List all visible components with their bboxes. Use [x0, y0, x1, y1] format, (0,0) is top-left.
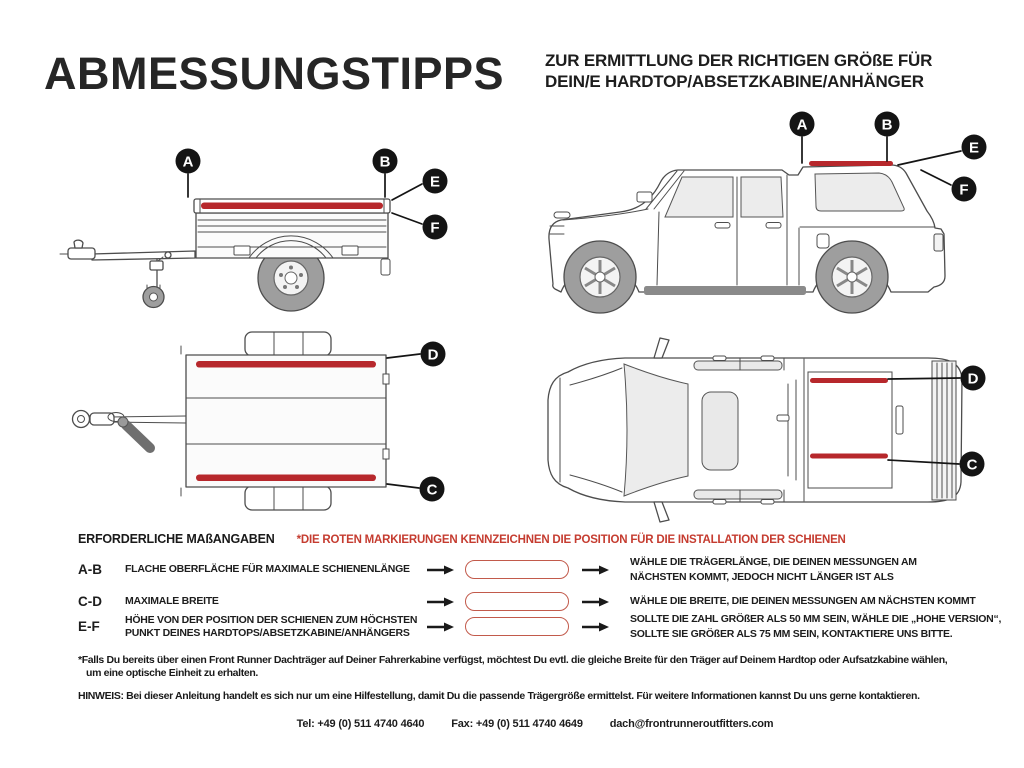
footnote-hinweis: HINWEIS: Bei dieser Anleitung handelt es sich nur um eine Hilfestellung, damit Du die passende Trägergröße ermittelst. Für weitere Informationen kannst Du uns gerne kontaktieren. — [78, 690, 920, 702]
subtitle-line-2: DEIN/E HARDTOP/ABSETZKABINE/ANHÄNGER — [545, 72, 924, 91]
arrow-right-icon — [427, 597, 454, 607]
measurement-row-ab — [78, 553, 1002, 586]
truck-rear-wheel — [816, 241, 888, 313]
marker-a — [176, 149, 201, 198]
footer-tel: Tel: +49 (0) 511 4740 4640 — [296, 718, 425, 730]
marker-c — [387, 477, 445, 502]
arrow-right-icon — [427, 622, 454, 632]
rail-marking-red-stripe-bottom — [196, 475, 376, 482]
measurement-value-pill — [465, 560, 569, 579]
row-description: MAXIMALE BREITE — [125, 595, 219, 608]
canopy-rail-marking-red-stripe — [809, 161, 893, 166]
row-instruction: WÄHLE DIE TRÄGERLÄNGE, DIE DEINEN MESSUNGEN AM NÄCHSTEN KOMMT, JEDOCH NICHT LÄNGER IST ALS — [630, 556, 917, 583]
trailer-top-body — [73, 332, 390, 510]
svg-text:F: F — [430, 219, 440, 237]
footer-email: dach@frontrunneroutfitters.com — [609, 718, 774, 730]
measurements-heading: ERFORDERLICHE MAßANGABEN — [78, 532, 275, 546]
footer-fax: Fax: +49 (0) 511 4740 4649 — [451, 718, 583, 730]
bed-rail-marking-red-stripe-bottom — [810, 454, 888, 459]
trailer-side-view-diagram — [30, 128, 470, 320]
marker-f — [921, 170, 977, 202]
measurements-heading-row — [78, 532, 846, 546]
row-instruction: SOLLTE DIE ZAHL GRÖßER ALS 50 MM SEIN, WÄHLE DIE „HOHE VERSION“, SOLLTE SIE GRÖßER ALS 75 MM SEIN, KONTAKTIERE UNS BITTE. — [630, 613, 1002, 640]
marker-e — [392, 169, 448, 201]
page-subtitle — [545, 50, 932, 92]
marker-d — [387, 342, 446, 367]
row-key: E-F — [78, 619, 100, 634]
svg-text:A: A — [796, 116, 808, 134]
trailer-top-view-diagram — [30, 318, 450, 532]
arrow-right-icon — [582, 597, 609, 607]
row-description: HÖHE VON DER POSITION DER SCHIENEN ZUM HÖCHSTEN PUNKT DEINES HARDTOPS/ABSETZKABINE/ANHÄNGERS — [125, 614, 418, 639]
row-instruction: WÄHLE DIE BREITE, DIE DEINEN MESSUNGEN AM NÄCHSTEN KOMMT — [630, 595, 976, 608]
footer-contact — [0, 718, 1024, 730]
truck-front-wheel — [564, 241, 636, 313]
svg-text:A: A — [182, 153, 194, 171]
svg-text:C: C — [966, 456, 978, 474]
marker-b — [373, 149, 398, 198]
svg-text:E: E — [968, 139, 980, 157]
truck-top-body — [548, 338, 962, 522]
footnote-asterisk: *Falls Du bereits über einen Front Runner Dachträger auf Deiner Fahrerkabine verfügst, möchtest Du evtl. die gleiche Breite für den Träger auf Deinem Hardtop oder Aufsatzkabine wählen, um eine optische Einheit zu erhalten. — [78, 654, 948, 679]
row-key: A-B — [78, 562, 102, 577]
marker-a — [790, 112, 815, 164]
arrow-right-icon — [582, 565, 609, 575]
marker-e — [898, 135, 987, 166]
bed-rail-marking-red-stripe-top — [810, 378, 888, 383]
arrow-right-icon — [427, 565, 454, 575]
truck-side-view-diagram — [530, 108, 1000, 320]
svg-text:D: D — [967, 370, 979, 388]
svg-text:C: C — [426, 481, 438, 499]
trailer-rail — [194, 199, 390, 213]
marker-f — [392, 213, 448, 240]
page-title: ABMESSUNGSTIPPS — [44, 48, 505, 99]
svg-text:B: B — [379, 153, 391, 171]
arrow-right-icon — [582, 622, 609, 632]
subtitle-line-1: ZUR ERMITTLUNG DER RICHTIGEN GRÖßE FÜR — [545, 51, 933, 70]
rail-marking-red-stripe-top — [196, 361, 376, 368]
svg-text:D: D — [427, 346, 439, 364]
truck-top-view-diagram — [530, 330, 1000, 535]
measurement-row-ef — [78, 609, 1002, 644]
svg-text:E: E — [429, 173, 441, 191]
red-markings-note: *DIE ROTEN MARKIERUNGEN KENNZEICHNEN DIE POSITION FÜR DIE INSTALLATION DER SCHIENEN — [296, 534, 846, 546]
trailer-drawbar — [60, 240, 195, 307]
row-description: FLACHE OBERFLÄCHE FÜR MAXIMALE SCHIENENLÄNGE — [125, 563, 410, 576]
marker-b — [875, 112, 900, 162]
rail-marking-red-stripe — [201, 203, 383, 210]
svg-text:F: F — [959, 181, 969, 199]
row-key: C-D — [78, 594, 102, 609]
measurement-value-pill — [465, 617, 569, 636]
svg-text:B: B — [881, 116, 893, 134]
